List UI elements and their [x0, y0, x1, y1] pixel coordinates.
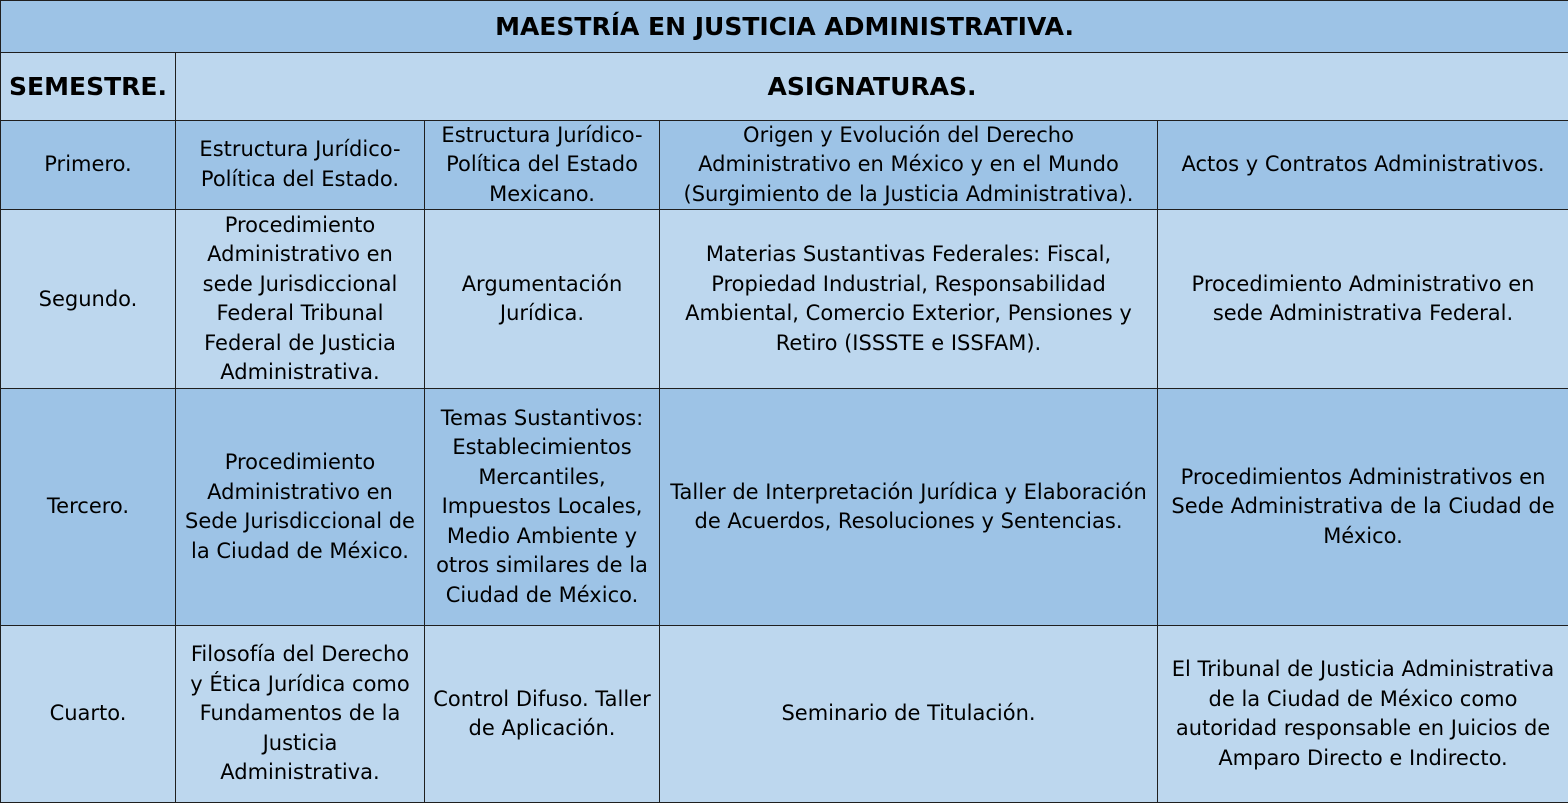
subject-cell: Control Difuso. Taller de Aplicación. — [425, 626, 660, 803]
subject-cell: Origen y Evolución del Derecho Administrativo en México y en el Mundo (Surgimiento de la Justicia Administrativa). — [660, 120, 1158, 210]
subject-cell: Argumentación Jurídica. — [425, 210, 660, 389]
subject-cell: Temas Sustantivos: Establecimientos Mercantiles, Impuestos Locales, Medio Ambiente y otros similares de la Ciudad de México. — [425, 389, 660, 626]
subject-cell: Procedimiento Administrativo en sede Administrativa Federal. — [1158, 210, 1568, 389]
table-row — [1, 389, 1568, 626]
table-row — [1, 210, 1568, 389]
subject-cell: Estructura Jurídico-Política del Estado. — [176, 120, 425, 210]
semester-cell: Tercero. — [1, 389, 176, 626]
table-row — [1, 626, 1568, 803]
subjects-header: ASIGNATURAS. — [176, 53, 1568, 120]
table-title: MAESTRÍA EN JUSTICIA ADMINISTRATIVA. — [1, 1, 1568, 53]
subject-cell: Actos y Contratos Administrativos. — [1158, 120, 1568, 210]
subject-cell: El Tribunal de Justicia Administrativa de la Ciudad de México como autoridad responsable en Juicios de Amparo Directo e Indirecto. — [1158, 626, 1568, 803]
subject-cell: Materias Sustantivas Federales: Fiscal, Propiedad Industrial, Responsabilidad Ambiental, Comercio Exterior, Pensiones y Retiro (ISSSTE e ISSFAM). — [660, 210, 1158, 389]
subject-cell: Procedimientos Administrativos en Sede Administrativa de la Ciudad de México. — [1158, 389, 1568, 626]
semester-cell: Primero. — [1, 120, 176, 210]
semester-header: SEMESTRE. — [1, 53, 176, 120]
subject-cell: Procedimiento Administrativo en sede Jurisdiccional Federal Tribunal Federal de Justicia Administrativa. — [176, 210, 425, 389]
semester-cell: Cuarto. — [1, 626, 176, 803]
subject-cell: Filosofía del Derecho y Ética Jurídica como Fundamentos de la Justicia Administrativa. — [176, 626, 425, 803]
table-row — [1, 120, 1568, 210]
subject-cell: Estructura Jurídico-Política del Estado Mexicano. — [425, 120, 660, 210]
subject-cell: Seminario de Titulación. — [660, 626, 1158, 803]
semester-cell: Segundo. — [1, 210, 176, 389]
subject-cell: Procedimiento Administrativo en Sede Jurisdiccional de la Ciudad de México. — [176, 389, 425, 626]
subject-cell: Taller de Interpretación Jurídica y Elaboración de Acuerdos, Resoluciones y Sentencias. — [660, 389, 1158, 626]
